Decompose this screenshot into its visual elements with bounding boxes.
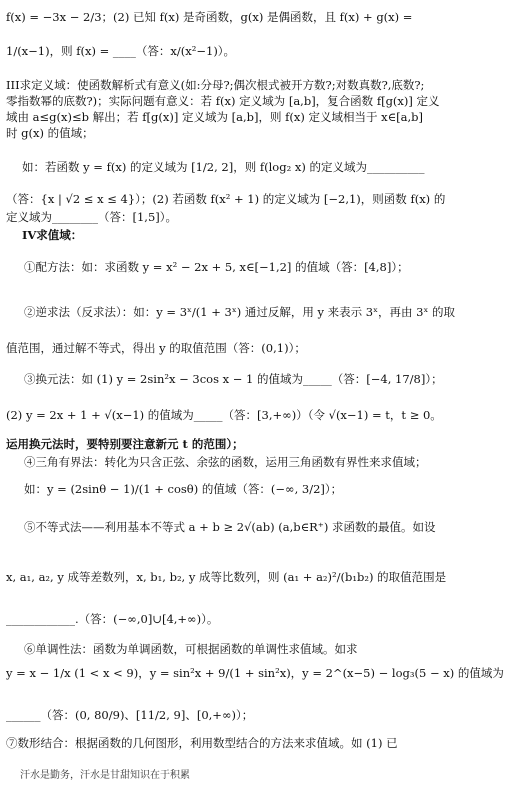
text-line: 运用换元法时，要特别要注意新元 t 的范围）； — [6, 437, 244, 451]
text-line: 值范围，通过解不等式，得出 y 的取值范围（答：(0,1)）； — [6, 341, 306, 355]
text-line: 定义域为________（答：[1,5]）。 — [6, 210, 178, 224]
text-line: f(x) = −3x − 2/3；(2) 已知 f(x) 是奇函数，g(x) 是偶函数，且 f(x) + g(x) = — [6, 10, 413, 24]
page-footer: 汗水是勤务，汗水是甘甜知识在于积累 — [20, 770, 190, 781]
text-line: ③换元法：如 (1) y = 2sin²x − 3cos x − 1 的值域为_____（答：[−4, 17/8]）； — [24, 372, 443, 386]
text-line: ⑤不等式法——利用基本不等式 a + b ≥ 2√(ab) (a,b∈R⁺) 求函数的最值。如设 — [24, 520, 436, 534]
section-heading: IV求值域： — [22, 228, 83, 242]
text-line: 如：y = (2sinθ − 1)/(1 + cosθ) 的值域（答：(−∞, 3/2]）； — [24, 482, 343, 496]
text-line: 1/(x−1)，则 f(x) = ____（答：x/(x²−1)）。 — [6, 44, 236, 58]
text-line: y = x − 1/x (1 < x < 9)，y = sin²x + 9/(1 + sin²x)，y = 2^(x−5) − log₃(5 − x) 的值域为 — [6, 666, 504, 680]
text-line: ⑦数形结合：根据函数的几何图形，利用数型结合的方法来求值域。如 (1) 已 — [6, 736, 398, 750]
text-line: x, a₁, a₂, y 成等差数列，x, b₁, b₂, y 成等比数列，则 (a₁ + a₂)²/(b₁b₂) 的取值范围是 — [6, 570, 447, 584]
text-line: ①配方法：如：求函数 y = x² − 2x + 5, x∈[−1,2] 的值域（答：[4,8]）； — [24, 260, 409, 274]
text-line: ____________.（答：(−∞,0]∪[4,+∞)）。 — [6, 612, 219, 626]
text-line: ④三角有界法：转化为只含正弦、余弦的函数，运用三角函数有界性来求值域； — [24, 455, 427, 469]
text-line: ______（答：(0, 80/9)、[11/2, 9]、[0,+∞)）； — [6, 708, 254, 722]
text-line: III求定义域：使函数解析式有意义(如:分母?;偶次根式被开方数?;对数真数?,底数?; — [6, 78, 425, 92]
text-line: （答：{x | √2 ≤ x ≤ 4}）；(2) 若函数 f(x² + 1) 的定义域为 [−2,1)，则函数 f(x) 的 — [6, 192, 446, 206]
text-line: (2) y = 2x + 1 + √(x−1) 的值域为_____（答：[3,+∞)）（令 √(x−1) = t，t ≥ 0。 — [6, 408, 442, 422]
text-line: 如：若函数 y = f(x) 的定义域为 [1/2, 2]，则 f(log₂ x) 的定义域为__________ — [22, 160, 425, 174]
text-line: 时 g(x) 的值域； — [6, 126, 94, 140]
text-line: 域由 a≤g(x)≤b 解出；若 f[g(x)] 定义域为 [a,b]，则 f(x) 定义域相当于 x∈[a,b] — [6, 110, 424, 124]
text-line: ⑥单调性法：函数为单调函数，可根据函数的单调性求值域。如求 — [24, 642, 358, 656]
text-line: 零指数幂的底数?)；实际问题有意义：若 f(x) 定义域为 [a,b]，复合函数 f[g(x)] 定义 — [6, 94, 440, 108]
text-line: ②逆求法（反求法）：如：y = 3ˣ/(1 + 3ˣ) 通过反解，用 y 来表示 3ˣ，再由 3ˣ 的取 — [24, 305, 455, 319]
